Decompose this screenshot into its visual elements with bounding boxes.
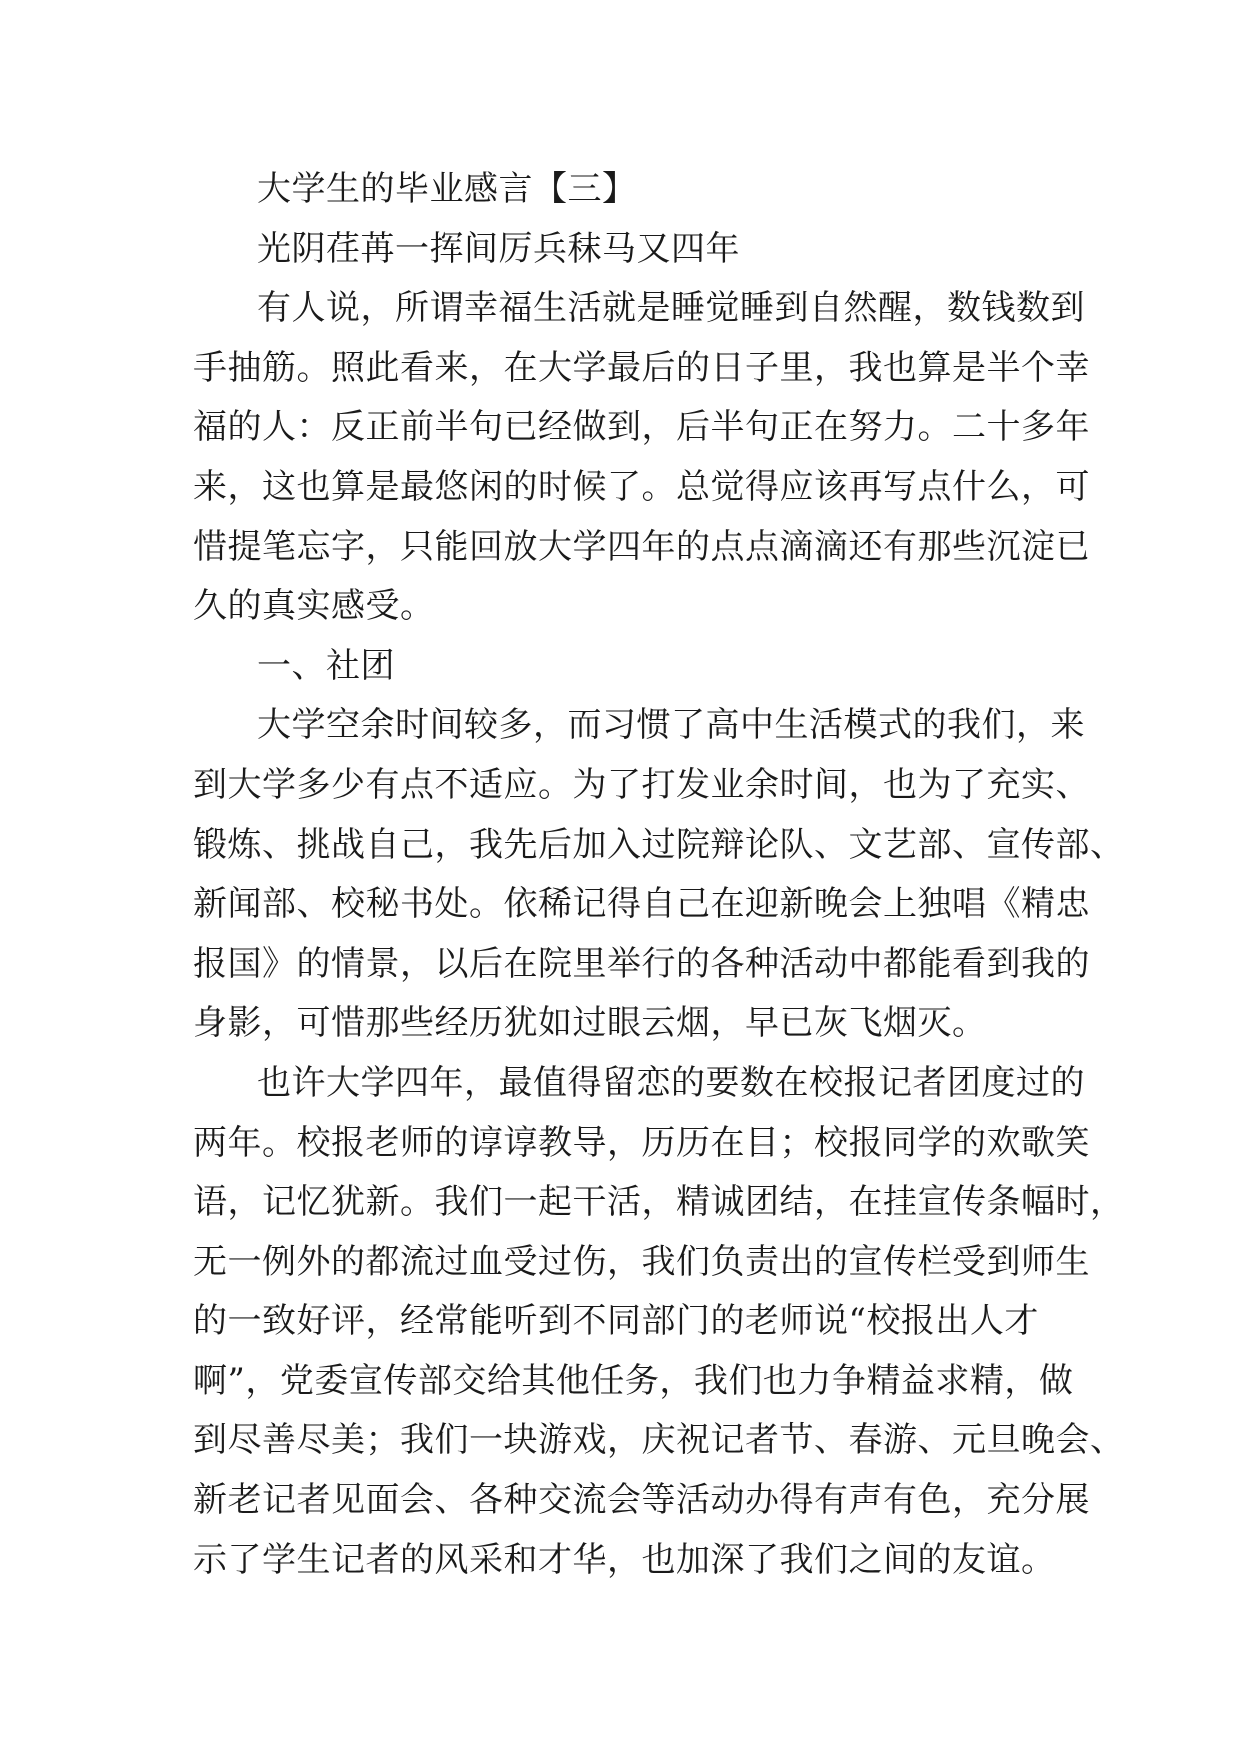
paragraph-line: 两年。校报老师的谆谆教导，历历在目；校报同学的欢歌笑 [193, 1122, 1090, 1163]
paragraph-line: 的一致好评，经常能听到不同部门的老师说“校报出人才 [193, 1301, 1039, 1342]
paragraph-line: 报国》的情景，以后在院里举行的各种活动中都能看到我的 [193, 943, 1090, 984]
document-subtitle: 光阴荏苒一挥间厉兵秣马又四年 [257, 228, 740, 269]
section-heading: 一、社团 [257, 645, 395, 686]
paragraph-line: 语，记忆犹新。我们一起干活，精诚团结，在挂宣传条幅时， [193, 1182, 1125, 1223]
paragraph-line: 来，这也算是最悠闲的时候了。总觉得应该再写点什么，可 [193, 466, 1090, 507]
paragraph-line: 到大学多少有点不适应。为了打发业余时间，也为了充实、 [193, 764, 1090, 805]
paragraph-line: 惜提笔忘字，只能回放大学四年的点点滴滴还有那些沉淀已 [193, 526, 1090, 567]
paragraph-line: 福的人：反正前半句已经做到，后半句正在努力。二十多年 [193, 407, 1090, 448]
document-title: 大学生的毕业感言【三】 [257, 169, 637, 209]
paragraph-line: 到尽善尽美；我们一块游戏，庆祝记者节、春游、元旦晚会、 [193, 1420, 1125, 1461]
paragraph-line: 无一例外的都流过血受过伤，我们负责出的宣传栏受到师生 [193, 1241, 1090, 1282]
paragraph-line: 锻炼、挑战自己，我先后加入过院辩论队、文艺部、宣传部、 [193, 824, 1125, 865]
paragraph-line: 啊”，党委宣传部交给其他任务，我们也力争精益求精，做 [193, 1360, 1074, 1401]
paragraph-line: 新闻部、校秘书处。依稀记得自己在迎新晚会上独唱《精忠 [193, 884, 1090, 925]
paragraph-line: 大学空余时间较多，而习惯了高中生活模式的我们，来 [257, 705, 1085, 746]
document-page [193, 160, 1125, 1590]
paragraph-line: 也许大学四年，最值得留恋的要数在校报记者团度过的 [257, 1062, 1085, 1103]
paragraph-line: 身影，可惜那些经历犹如过眼云烟，早已灰飞烟灭。 [193, 1003, 987, 1044]
paragraph-line: 新老记者见面会、各种交流会等活动办得有声有色，充分展 [193, 1480, 1090, 1521]
paragraph-line: 有人说，所谓幸福生活就是睡觉睡到自然醒，数钱数到 [257, 288, 1085, 329]
paragraph-line: 久的真实感受。 [193, 586, 435, 627]
paragraph-line: 手抽筋。照此看来，在大学最后的日子里，我也算是半个幸 [193, 347, 1090, 388]
paragraph-line: 示了学生记者的风采和才华，也加深了我们之间的友谊。 [193, 1539, 1056, 1580]
